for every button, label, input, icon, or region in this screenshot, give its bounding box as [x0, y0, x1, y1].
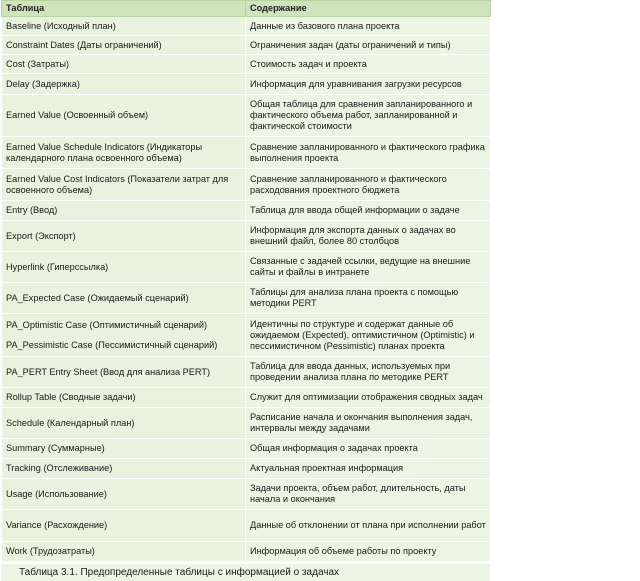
row-content: Данные из базового плана проекта	[246, 17, 491, 36]
row-content: Информация об объеме работы по проекту	[246, 542, 491, 562]
table-row	[2, 169, 491, 201]
row-name: PA_Expected Case (Ожидаемый сценарий)	[2, 283, 246, 314]
table-row	[2, 439, 491, 459]
table-row	[2, 357, 491, 388]
row-content: Общая информация о задачах проекта	[246, 439, 491, 459]
header-table: Таблица	[2, 1, 246, 17]
row-name: Earned Value Cost Indicators (Показатели затрат для освоенного объема)	[2, 169, 246, 201]
table-row	[2, 55, 491, 74]
row-name: Cost (Затраты)	[2, 55, 246, 74]
table-row	[2, 408, 491, 439]
table-caption: Таблица 3.1. Предопределенные таблицы с информацией о задачах	[1, 564, 490, 581]
table-row	[2, 95, 491, 137]
row-name: PA_PERT Entry Sheet (Ввод для анализа PERT)	[2, 357, 246, 388]
table-row	[2, 542, 491, 562]
table-row	[2, 314, 491, 357]
row-name: Tracking (Отслеживание)	[2, 459, 246, 479]
row-name: Hyperlink (Гиперссылка)	[2, 252, 246, 283]
row-content: Данные об отклонении от плана при исполнении работ	[246, 510, 491, 542]
table-row	[2, 221, 491, 252]
table-row	[2, 388, 491, 408]
row-content: Служит для оптимизации отображения сводных задач	[246, 388, 491, 408]
row-name: Entry (Ввод)	[2, 201, 246, 221]
row-content: Таблица для ввода общей информации о задаче	[246, 201, 491, 221]
predefined-tables	[1, 0, 491, 562]
table-row	[2, 201, 491, 221]
row-content: Информация для экспорта данных о задачах во внешний файл, более 80 столбцов	[246, 221, 491, 252]
row-name: Constraint Dates (Даты ограничений)	[2, 36, 246, 55]
row-name: Export (Экспорт)	[2, 221, 246, 252]
header-content: Содержание	[246, 1, 491, 17]
table-row	[2, 479, 491, 510]
row-content: Сравнение запланированного и фактического графика выполнения проекта	[246, 137, 491, 169]
row-content: Идентичны по структуре и содержат данные об ожидаемом (Expected), оптимистичном (Optimistic) и пессимистичном (Pessimistic) планах проекта	[246, 314, 491, 357]
row-content: Таблица для ввода данных, используемых при проведении анализа плана по методике PERT	[246, 357, 491, 388]
table-row	[2, 252, 491, 283]
table-row	[2, 74, 491, 95]
row-name: Work (Трудозатраты)	[2, 542, 246, 562]
row-name: PA_Optimistic Case (Оптимистичный сценарий)	[6, 320, 208, 330]
table-row	[2, 137, 491, 169]
row-content: Сравнение запланированного и фактического расходования проектного бюджета	[246, 169, 491, 201]
table-row	[2, 459, 491, 479]
row-content: Общая таблица для сравнения запланированного и фактического объема работ, запланированной и фактической стоимости	[246, 95, 491, 137]
row-name: PA_Pessimistic Case (Пессимистичный сценарий)	[6, 340, 218, 350]
row-content: Информация для уравнивания загрузки ресурсов	[246, 74, 491, 95]
table-header-row	[2, 1, 491, 17]
row-name: Earned Value Schedule Indicators (Индикаторы календарного плана освоенного объема)	[2, 137, 246, 169]
row-content: Актуальная проектная информация	[246, 459, 491, 479]
row-name-group	[2, 314, 246, 357]
row-content: Стоимость задач и проекта	[246, 55, 491, 74]
row-name: Schedule (Календарный план)	[2, 408, 246, 439]
table-row	[2, 17, 491, 36]
row-name: Summary (Суммарные)	[2, 439, 246, 459]
row-content: Связанные с задачей ссылки, ведущие на внешние сайты и файлы в интранете	[246, 252, 491, 283]
row-name: Delay (Задержка)	[2, 74, 246, 95]
table-row	[2, 36, 491, 55]
row-name: Usage (Использование)	[2, 479, 246, 510]
row-content: Таблицы для анализа плана проекта с помощью методики PERT	[246, 283, 491, 314]
row-name: Rollup Table (Сводные задачи)	[2, 388, 246, 408]
row-name: Baseline (Исходный план)	[2, 17, 246, 36]
table-row	[2, 283, 491, 314]
row-content: Задачи проекта, объем работ, длительность, даты начала и окончания	[246, 479, 491, 510]
row-content: Расписание начала и окончания выполнения задач, интервалы между задачами	[246, 408, 491, 439]
table-row	[2, 510, 491, 542]
row-name: Earned Value (Освоенный объем)	[2, 95, 246, 137]
row-name: Variance (Расхождение)	[2, 510, 246, 542]
row-content: Ограничения задач (даты ограничений и типы)	[246, 36, 491, 55]
